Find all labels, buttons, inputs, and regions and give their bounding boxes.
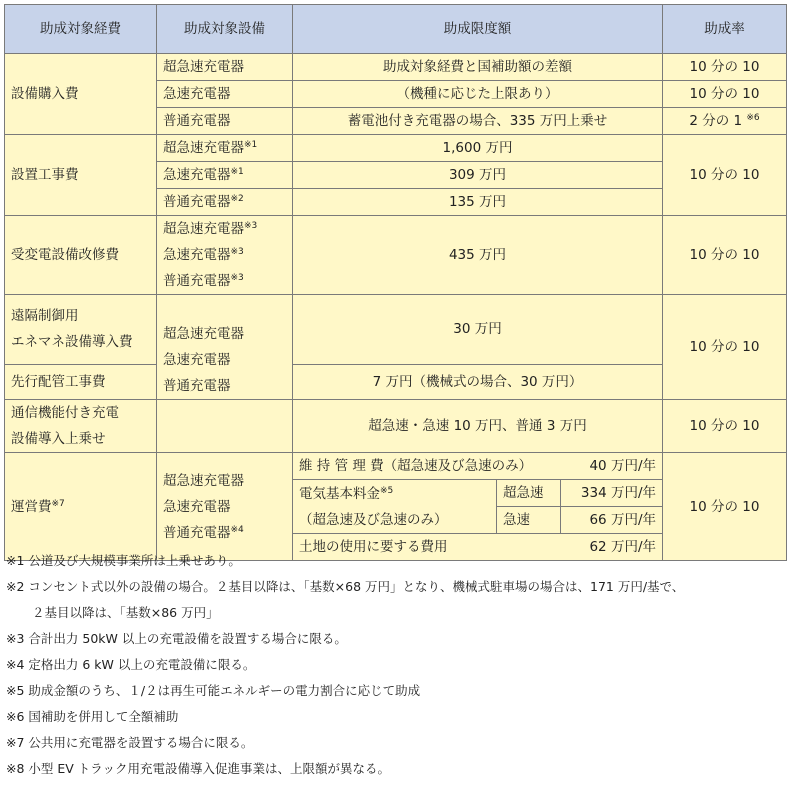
- category-installation: 設置工事費: [5, 135, 157, 216]
- header-rate: 助成率: [663, 5, 787, 54]
- equipment-cell: 超急速充電器: [157, 54, 293, 81]
- subsidy-table: [4, 4, 787, 561]
- footnote: ※5 助成金額のうち、１/２は再生可能エネルギーの電力割合に応じて助成: [6, 683, 421, 698]
- limit-cell: 30 万円: [293, 295, 663, 365]
- rate-cell: 10 分の 10: [663, 54, 787, 81]
- equipment-label: 超急速充電器: [163, 472, 244, 489]
- footnote: ※8 小型 EV トラック用充電設備導入促進事業は、上限額が異なる。: [6, 761, 391, 776]
- footnote-marker: ※1: [244, 140, 258, 150]
- table-row: [5, 400, 787, 453]
- rate-cell: 10 分の 10: [663, 216, 787, 295]
- category-operation: [5, 453, 157, 561]
- equipment-label: 急速充電器: [163, 167, 231, 183]
- electricity-label-cell: [293, 480, 497, 534]
- equipment-cell: [157, 216, 293, 295]
- table-row: [5, 295, 787, 365]
- maintenance-cell: [293, 453, 663, 480]
- equipment-cell: [157, 135, 293, 162]
- equipment-label: 普通充電器: [163, 194, 231, 210]
- footnote: ※6 国補助を併用して全額補助: [6, 709, 179, 724]
- limit-cell: 7 万円（機械式の場合、30 万円）: [293, 364, 663, 399]
- category-purchase: 設備購入費: [5, 54, 157, 135]
- limit-cell: 135 万円: [293, 189, 663, 216]
- equipment-label: 超急速充電器: [163, 221, 244, 237]
- equipment-cell: [157, 189, 293, 216]
- electricity-label: 電気基本料金: [299, 485, 380, 502]
- rate-cell: 10 分の 10: [663, 135, 787, 216]
- equipment-cell: [157, 453, 293, 561]
- maintenance-label: 維 持 管 理 費（超急速及び急速のみ）: [299, 458, 533, 474]
- table-row: [5, 54, 787, 81]
- equipment-label: 急速充電器: [163, 352, 231, 368]
- footnote-marker: ※5: [380, 485, 394, 496]
- footnote: ※2 コンセント式以外の設備の場合。２基目以降は、「基数×68 万円」となり、機械式駐車場の場合は、171 万円/基で、: [6, 579, 685, 594]
- limit-cell: 435 万円: [293, 216, 663, 295]
- footnote-marker: ※4: [230, 524, 244, 535]
- table-row: [5, 135, 787, 162]
- ultra-rapid-value: 334 万円/年: [561, 480, 663, 507]
- footnote-marker: ※3: [230, 247, 244, 257]
- footnote-marker: ※6: [746, 113, 760, 123]
- footnote-marker: ※3: [244, 221, 258, 231]
- equipment-label: 普通充電器: [163, 273, 231, 289]
- category-advance-piping: 先行配管工事費: [5, 364, 157, 399]
- equipment-label: 急速充電器: [163, 247, 231, 263]
- footnote-marker: ※2: [230, 194, 244, 204]
- rate-cell: 10 分の 10: [663, 400, 787, 453]
- equipment-cell: 急速充電器: [157, 81, 293, 108]
- limit-cell: 蓄電池付き充電器の場合、335 万円上乗せ: [293, 108, 663, 135]
- header-limit: 助成限度額: [293, 5, 663, 54]
- maintenance-value: 40 万円/年: [589, 458, 656, 474]
- header-cost-type: 助成対象経費: [5, 5, 157, 54]
- equipment-label: 超急速充電器: [163, 326, 244, 342]
- equipment-cell: 普通充電器: [157, 108, 293, 135]
- rapid-value: 66 万円/年: [561, 507, 663, 534]
- limit-cell: 助成対象経費と国補助額の差額: [293, 54, 663, 81]
- footnote-marker: ※1: [230, 167, 244, 177]
- equipment-label: 普通充電器: [163, 524, 231, 541]
- rate-cell: 10 分の 10: [663, 81, 787, 108]
- footnote: ※7 公共用に充電器を設置する場合に限る。: [6, 735, 254, 750]
- rapid-label: 急速: [497, 507, 561, 534]
- equipment-cell: [157, 295, 293, 400]
- electricity-sublabel: （超急速及び急速のみ）: [299, 511, 448, 528]
- category-line: 通信機能付き充電: [11, 405, 119, 421]
- ultra-rapid-label: 超急速: [497, 480, 561, 507]
- land-value: 62 万円/年: [589, 539, 656, 555]
- footnote-marker: ※3: [230, 273, 244, 283]
- category-communication: [5, 400, 157, 453]
- footnote: ※1 公道及び大規模事業所は上乗せあり。: [6, 553, 241, 568]
- equipment-cell: [157, 162, 293, 189]
- rate-cell: 10 分の 10: [663, 453, 787, 561]
- equipment-cell-empty: [157, 400, 293, 453]
- equipment-label: 超急速充電器: [163, 140, 244, 156]
- category-line: エネマネ設備導入費: [11, 334, 133, 351]
- category-substation: 受変電設備改修費: [5, 216, 157, 295]
- table-row: [5, 453, 787, 480]
- footnote: ※4 定格出力 6 kW 以上の充電設備に限る。: [6, 657, 256, 672]
- land-label: 土地の使用に要する費用: [299, 539, 448, 555]
- equipment-label: 普通充電器: [163, 378, 231, 394]
- category-line: 設備導入上乗せ: [11, 431, 106, 447]
- footnotes: [6, 548, 786, 782]
- rate-value: 2 分の 1: [689, 113, 743, 129]
- category-remote-control: [5, 295, 157, 365]
- footnote-continuation: ２基目以降は、「基数×86 万円」: [32, 605, 219, 620]
- equipment-label: 急速充電器: [163, 498, 231, 515]
- table-row: [5, 216, 787, 295]
- category-label: 運営費: [11, 498, 52, 515]
- rate-cell: [663, 108, 787, 135]
- limit-cell: （機種に応じた上限あり）: [293, 81, 663, 108]
- rate-cell: 10 分の 10: [663, 295, 787, 400]
- header-equipment: 助成対象設備: [157, 5, 293, 54]
- category-line: 遠隔制御用: [11, 308, 79, 325]
- footnote: ※3 合計出力 50kW 以上の充電設備を設置する場合に限る。: [6, 631, 347, 646]
- limit-cell: 超急速・急速 10 万円、普通 3 万円: [293, 400, 663, 453]
- footnote-marker: ※7: [51, 498, 65, 509]
- header-row: [5, 5, 787, 54]
- limit-cell: 309 万円: [293, 162, 663, 189]
- limit-cell: 1,600 万円: [293, 135, 663, 162]
